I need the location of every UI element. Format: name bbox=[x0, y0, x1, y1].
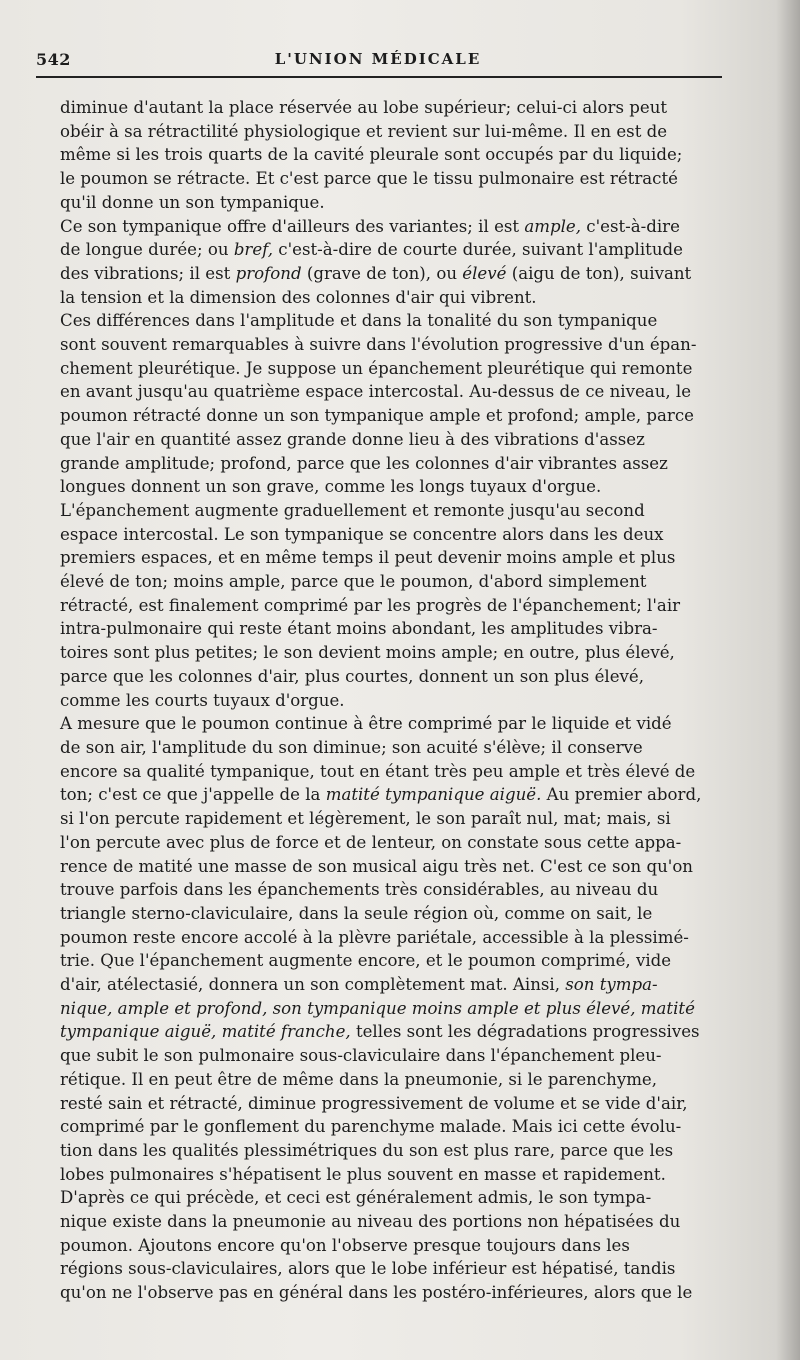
text-run: d'air, atélectasié, donnera un son complètement mat. Ainsi, bbox=[60, 975, 566, 995]
paragraph bbox=[38, 96, 728, 215]
text-line bbox=[38, 1281, 728, 1305]
text-run: rence de matité une masse de son musical aigu très net. C'est ce son qu'on bbox=[60, 856, 693, 876]
text-run: premiers espaces, et en même temps il peut devenir moins ample et plus bbox=[60, 548, 676, 568]
text-run: telles sont les dégradations progressives bbox=[350, 1022, 700, 1042]
text-line bbox=[38, 1068, 728, 1092]
text-line bbox=[38, 428, 728, 452]
text-line bbox=[38, 997, 728, 1021]
text-line bbox=[38, 452, 728, 476]
text-line bbox=[38, 286, 728, 310]
text-line bbox=[38, 783, 728, 807]
text-run: A mesure que le poumon continue à être comprimé par le liquide et vidé bbox=[60, 714, 672, 734]
text-run: chement pleurétique. Je suppose un épanchement pleurétique qui remonte bbox=[60, 358, 693, 378]
text-line bbox=[38, 1115, 728, 1139]
text-line bbox=[38, 1210, 728, 1234]
text-run: l'on percute avec plus de force et de lenteur, on constate sous cette appa- bbox=[60, 832, 682, 852]
paragraph bbox=[38, 499, 728, 712]
text-run: nique existe dans la pneumonie au niveau des portions non hépatisées du bbox=[60, 1212, 681, 1232]
text-run: des vibrations; il est bbox=[60, 263, 236, 283]
text-line bbox=[38, 1186, 728, 1210]
text-line bbox=[38, 1092, 728, 1116]
text-run: élevé de ton; moins ample, parce que le poumon, d'abord simplement bbox=[60, 572, 647, 592]
text-run: en avant jusqu'au quatrième espace intercostal. Au-dessus de ce niveau, le bbox=[60, 382, 692, 402]
text-line bbox=[38, 570, 728, 594]
text-line bbox=[38, 689, 728, 713]
text-run: même si les trois quarts de la cavité pleurale sont occupés par du liquide; bbox=[60, 145, 683, 165]
text-run: comprimé par le gonflement du parenchyme malade. Mais ici cette évolu- bbox=[60, 1117, 682, 1137]
text-run: c'est-à-dire de courte durée, suivant l'amplitude bbox=[273, 240, 683, 260]
text-line bbox=[38, 617, 728, 641]
text-line bbox=[38, 96, 728, 120]
text-line bbox=[38, 1234, 728, 1258]
text-line bbox=[38, 333, 728, 357]
text-run: lobes pulmonaires s'hépatisent le plus souvent en masse et rapidement. bbox=[60, 1164, 666, 1184]
text-run: régions sous-claviculaires, alors que le lobe inférieur est hépatisé, tandis bbox=[60, 1259, 676, 1279]
text-run: longues donnent un son grave, comme les longs tuyaux d'orgue. bbox=[60, 477, 602, 497]
text-line bbox=[38, 380, 728, 404]
text-line bbox=[38, 1020, 728, 1044]
text-run: (grave de ton), ou bbox=[301, 263, 463, 283]
paragraph bbox=[38, 1186, 728, 1305]
text-run: intra-pulmonaire qui reste étant moins abondant, les amplitudes vibra- bbox=[60, 619, 658, 639]
text-line bbox=[38, 1139, 728, 1163]
text-line bbox=[38, 1044, 728, 1068]
text-run: si l'on percute rapidement et légèrement, le son paraît nul, mat; mais, si bbox=[60, 809, 671, 829]
text-run: la tension et la dimension des colonnes d'air qui vibrent. bbox=[60, 287, 537, 307]
text-run: qu'on ne l'observe pas en général dans les postéro-inférieures, alors que le bbox=[60, 1283, 693, 1303]
text-run: poumon reste encore accolé à la plèvre pariétale, accessible à la plessimé- bbox=[60, 927, 689, 947]
paragraph bbox=[38, 215, 728, 310]
text-line bbox=[38, 357, 728, 381]
italic-text: matité tympanique aiguë. bbox=[325, 785, 542, 805]
text-run: rétique. Il en peut être de même dans la pneumonie, si le parenchyme, bbox=[60, 1069, 658, 1089]
text-line bbox=[38, 902, 728, 926]
text-run: rétracté, est finalement comprimé par les progrès de l'épanchement; l'air bbox=[60, 595, 681, 615]
text-line bbox=[38, 855, 728, 879]
text-line bbox=[38, 594, 728, 618]
header-rule bbox=[36, 76, 722, 78]
text-line bbox=[38, 546, 728, 570]
text-run: encore sa qualité tympanique, tout en étant très peu ample et très élevé de bbox=[60, 761, 696, 781]
text-run: D'après ce qui précède, et ceci est généralement admis, le son tympa- bbox=[60, 1188, 652, 1208]
text-run: triangle sterno-claviculaire, dans la seule région où, comme on sait, le bbox=[60, 903, 653, 923]
text-run: c'est-à-dire bbox=[581, 216, 680, 236]
text-line bbox=[38, 120, 728, 144]
text-run: sont souvent remarquables à suivre dans l'évolution progressive d'un épan- bbox=[60, 335, 697, 355]
text-run: le poumon se rétracte. Et c'est parce que le tissu pulmonaire est rétracté bbox=[60, 169, 678, 189]
text-run: poumon. Ajoutons encore qu'on l'observe presque toujours dans les bbox=[60, 1235, 630, 1255]
text-line bbox=[38, 878, 728, 902]
text-run: qu'il donne un son tympanique. bbox=[60, 192, 325, 212]
text-run: que subit le son pulmonaire sous-claviculaire dans l'épanchement pleu- bbox=[60, 1046, 662, 1066]
text-run: espace intercostal. Le son tympanique se concentre alors dans les deux bbox=[60, 524, 664, 544]
text-run: de son air, l'amplitude du son diminue; son acuité s'élève; il conserve bbox=[60, 737, 643, 757]
text-line bbox=[38, 167, 728, 191]
text-line bbox=[38, 1163, 728, 1187]
text-line bbox=[38, 523, 728, 547]
page-number: 542 bbox=[36, 50, 71, 69]
text-run: grande amplitude; profond, parce que les colonnes d'air vibrantes assez bbox=[60, 453, 668, 473]
text-line bbox=[38, 665, 728, 689]
page-header bbox=[36, 44, 720, 74]
text-line bbox=[38, 807, 728, 831]
text-line bbox=[38, 949, 728, 973]
text-line bbox=[38, 712, 728, 736]
text-run: tion dans les qualités plessimétriques du son est plus rare, parce que les bbox=[60, 1140, 674, 1160]
text-run: trouve parfois dans les épanchements très considérables, au niveau du bbox=[60, 880, 659, 900]
text-run: parce que les colonnes d'air, plus courtes, donnent un son plus élevé, bbox=[60, 666, 645, 686]
text-line bbox=[38, 309, 728, 333]
text-line bbox=[38, 926, 728, 950]
text-line bbox=[38, 499, 728, 523]
text-run: Ce son tympanique offre d'ailleurs des variantes; il est bbox=[60, 216, 525, 236]
text-run: Ces différences dans l'amplitude et dans la tonalité du son tympanique bbox=[60, 311, 658, 331]
italic-text: tympanique aiguë, matité franche, bbox=[60, 1022, 351, 1042]
text-line bbox=[38, 215, 728, 239]
text-run: de longue durée; ou bbox=[60, 240, 234, 260]
text-run: toires sont plus petites; le son devient moins ample; en outre, plus élevé, bbox=[60, 643, 675, 663]
article-body bbox=[38, 96, 728, 1305]
journal-title: L'UNION MÉDICALE bbox=[274, 50, 482, 68]
text-line bbox=[38, 262, 728, 286]
text-line bbox=[38, 404, 728, 428]
italic-text: ample, bbox=[524, 216, 581, 236]
text-line bbox=[38, 641, 728, 665]
text-line bbox=[38, 143, 728, 167]
text-line bbox=[38, 736, 728, 760]
text-run: Au premier abord, bbox=[541, 785, 702, 805]
italic-text: élevé bbox=[462, 263, 507, 283]
text-line bbox=[38, 831, 728, 855]
text-run: que l'air en quantité assez grande donne lieu à des vibrations d'assez bbox=[60, 429, 645, 449]
text-line bbox=[38, 760, 728, 784]
text-run: ton; c'est ce que j'appelle de la bbox=[60, 785, 326, 805]
paragraph bbox=[38, 309, 728, 499]
text-line bbox=[38, 191, 728, 215]
text-run: obéir à sa rétractilité physiologique et revient sur lui-même. Il en est de bbox=[60, 121, 668, 141]
text-line bbox=[38, 1257, 728, 1281]
text-run: comme les courts tuyaux d'orgue. bbox=[60, 690, 345, 710]
italic-text: son tympa- bbox=[565, 975, 658, 995]
text-run: poumon rétracté donne un son tympanique ample et profond; ample, parce bbox=[60, 406, 694, 426]
text-run: resté sain et rétracté, diminue progressivement de volume et se vide d'air, bbox=[60, 1093, 688, 1113]
text-run: trie. Que l'épanchement augmente encore, et le poumon comprimé, vide bbox=[60, 951, 672, 971]
text-run: L'épanchement augmente graduellement et remonte jusqu'au second bbox=[60, 500, 645, 520]
text-line bbox=[38, 475, 728, 499]
text-run: (aigu de ton), suivant bbox=[506, 263, 692, 283]
paragraph bbox=[38, 712, 728, 1186]
italic-text: profond bbox=[235, 263, 302, 283]
italic-text: nique, ample et profond, son tympanique moins ample et plus élevé, matité bbox=[60, 998, 695, 1018]
text-line bbox=[38, 238, 728, 262]
text-run: diminue d'autant la place réservée au lobe supérieur; celui-ci alors peut bbox=[60, 98, 668, 117]
italic-text: bref, bbox=[233, 240, 274, 260]
text-line bbox=[38, 973, 728, 997]
